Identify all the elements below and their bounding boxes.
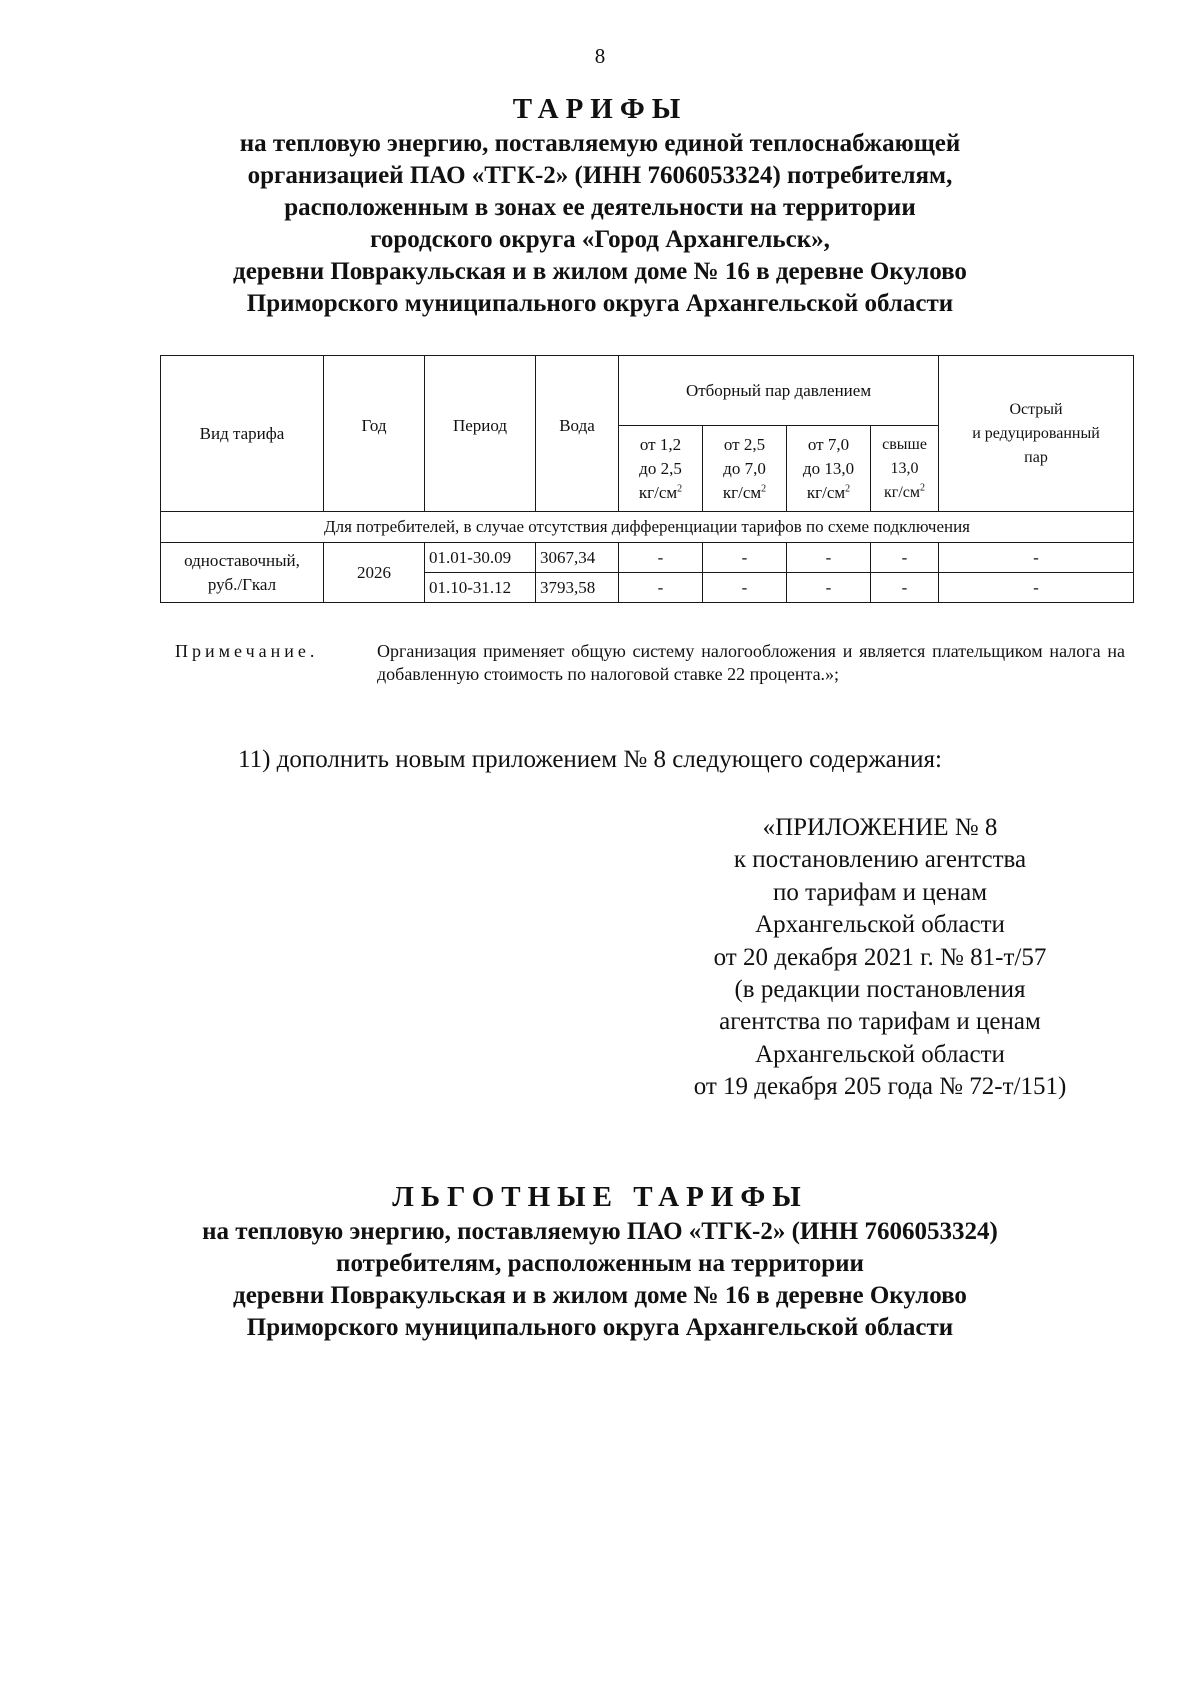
sharp-steam-line: Острый bbox=[1009, 400, 1063, 418]
header-steam-2: от 2,5 до 7,0 $кг/см^2$ bbox=[703, 426, 787, 512]
tariffs-heading bbox=[0, 90, 1200, 320]
water-cell: 3067,34 bbox=[536, 543, 619, 573]
preferential-tariffs-heading bbox=[0, 1178, 1200, 1344]
period-cell: 01.10-31.12 bbox=[425, 573, 536, 603]
heading-line: деревни Повракульская и в жилом доме № 16 в деревне Окулово bbox=[233, 1282, 967, 1309]
appendix-line: по тарифам и ценам bbox=[772, 878, 988, 906]
header-steam-1: от 1,2 до 2,5 $кг/см^2$ bbox=[619, 426, 703, 512]
page-number: 8 bbox=[594, 44, 606, 68]
header-steam-group: Отборный пар давлением bbox=[619, 356, 939, 426]
steam-4-cell: - bbox=[871, 573, 939, 603]
header-water: Вода bbox=[536, 356, 619, 512]
heading-line: Приморского муниципального округа Архангельской области bbox=[246, 1314, 954, 1341]
appendix-line: к постановлению агентства bbox=[733, 846, 1027, 874]
period-cell: 01.01-30.09 bbox=[425, 543, 536, 573]
steam-2-cell: - bbox=[703, 573, 787, 603]
heading-line: городского округа «Город Архангельск», bbox=[370, 226, 830, 253]
header-period: Период bbox=[425, 356, 536, 512]
steam-3-cell: - bbox=[787, 573, 871, 603]
appendix-line: (в редакции постановления bbox=[734, 976, 1026, 1004]
preferential-tariffs-title: ЛЬГОТНЫЕ ТАРИФЫ bbox=[392, 1181, 808, 1213]
heading-line: расположенным в зонах ее деятельности на территории bbox=[284, 194, 916, 221]
table-row bbox=[161, 543, 1134, 573]
water-cell: 3793,58 bbox=[536, 573, 619, 603]
steam-4-cell: - bbox=[871, 543, 939, 573]
header-tariff-type: Вид тарифа bbox=[161, 356, 324, 512]
header-steam-4: свыше 13,0 $кг/см^2$ bbox=[871, 426, 939, 512]
year-cell: 2026 bbox=[324, 543, 425, 603]
sharp-steam-cell: - bbox=[939, 573, 1134, 603]
appendix-line: Архангельской области bbox=[755, 1040, 1005, 1068]
heading-line: на тепловую энергию, поставляемую единой теплоснабжающей bbox=[239, 130, 961, 157]
appendix-line: от 19 декабря 205 года № 72-т/151) bbox=[693, 1073, 1067, 1101]
header-sharp-steam bbox=[939, 356, 1134, 512]
note-label: Примечание. bbox=[175, 641, 319, 661]
appendix-line: Архангельской области bbox=[755, 911, 1005, 939]
appendix-line: агентства по тарифам и ценам bbox=[719, 1008, 1041, 1036]
header-steam-3: от 7,0 до 13,0 $кг/см^2$ bbox=[787, 426, 871, 512]
sharp-steam-line: пар bbox=[1024, 448, 1048, 466]
tariff-table bbox=[160, 355, 1134, 603]
heading-line: деревни Повракульская и в жилом доме № 16 в деревне Окулово bbox=[233, 258, 967, 285]
appendix-block bbox=[600, 812, 1160, 1104]
tariffs-title: ТАРИФЫ bbox=[512, 93, 688, 125]
steam-2-cell: - bbox=[703, 543, 787, 573]
heading-line: потребителям, расположенным на территории bbox=[336, 1250, 864, 1277]
heading-line: на тепловую энергию, поставляемую ПАО «ТГК-2» (ИНН 7606053324) bbox=[202, 1218, 998, 1245]
note-text: Организация применяет общую систему налогообложения и является плательщиком налога на добавленную стоимость по налоговой ставке 22 процента.»; bbox=[377, 641, 1125, 684]
sharp-steam-line: и редуцированный bbox=[972, 424, 1100, 442]
tariff-label-line: руб./Гкал bbox=[207, 574, 277, 594]
heading-line: Приморского муниципального округа Архангельской области bbox=[246, 290, 954, 317]
appendix-line: от 20 декабря 2021 г. № 81-т/57 bbox=[713, 943, 1047, 971]
header-year: Год bbox=[324, 356, 425, 512]
heading-line: организацией ПАО «ТГК-2» (ИНН 7606053324) потребителям, bbox=[247, 162, 953, 189]
steam-1-cell: - bbox=[619, 573, 703, 603]
tariff-label-line: одноставочный, bbox=[184, 550, 300, 570]
sharp-steam-cell: - bbox=[939, 543, 1134, 573]
steam-1-cell: - bbox=[619, 543, 703, 573]
appendix-line: «ПРИЛОЖЕНИЕ № 8 bbox=[762, 814, 998, 841]
tariff-label-cell bbox=[161, 543, 324, 603]
steam-3-cell: - bbox=[787, 543, 871, 573]
table-span-row: Для потребителей, в случае отсутствия дифференциации тарифов по схеме подключения bbox=[161, 512, 1134, 543]
instruction-text: 11) дополнить новым приложением № 8 следующего содержания: bbox=[238, 746, 942, 773]
